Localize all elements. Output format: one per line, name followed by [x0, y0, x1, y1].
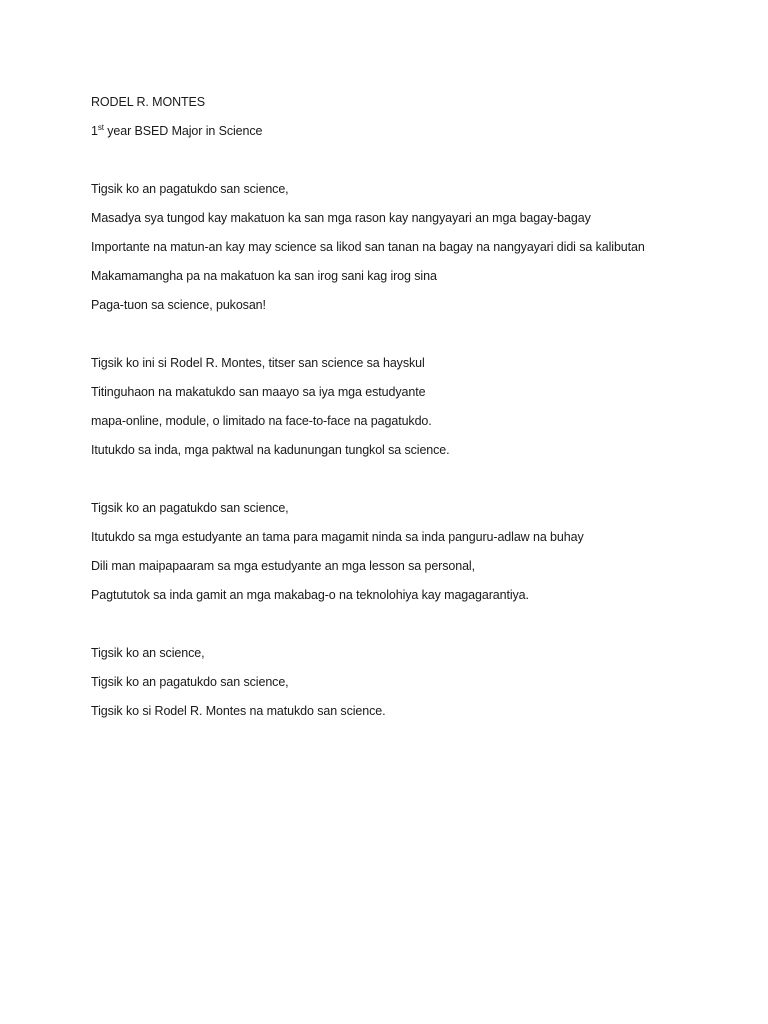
year-program-text: year BSED Major in Science — [103, 124, 263, 138]
stanza-gap — [91, 325, 751, 354]
year-number: 1 — [91, 124, 98, 138]
poem-line: Tigsik ko an science, — [91, 646, 205, 660]
poem-line: Dili man maipapaaram sa mga estudyante an mga lesson sa personal, — [91, 559, 475, 573]
poem-line: mapa-online, module, o limitado na face-to-face na pagatukdo. — [91, 414, 432, 428]
poem-line: Titinguhaon na makatukdo san maayo sa iya mga estudyante — [91, 385, 426, 399]
author-year-program — [91, 122, 751, 151]
poem-line: Itutukdo sa inda, mga paktwal na kadunungan tungkol sa science. — [91, 443, 450, 457]
poem-line: Makamamangha pa na makatuon ka san irog sani kag irog sina — [91, 269, 437, 283]
stanza-1 — [91, 180, 751, 325]
stanza-2 — [91, 354, 751, 470]
author-name: RODEL R. MONTES — [91, 95, 206, 109]
document-body — [91, 93, 751, 731]
poem-line: Pagtututok sa inda gamit an mga makabag-o na teknolohiya kay magagarantiya. — [91, 588, 529, 602]
stanza-4 — [91, 644, 751, 731]
stanza-gap — [91, 151, 751, 180]
poem-line: Paga-tuon sa science, pukosan! — [91, 298, 266, 312]
poem-line: Tigsik ko an pagatukdo san science, — [91, 501, 289, 515]
poem-line: Tigsik ko ini si Rodel R. Montes, titser san science sa hayskul — [91, 356, 425, 370]
stanza-3 — [91, 499, 751, 615]
poem-line: Tigsik ko an pagatukdo san science, — [91, 675, 289, 689]
poem-line: Itutukdo sa mga estudyante an tama para magamit ninda sa inda panguru-adlaw na buhay — [91, 530, 584, 544]
poem-line: Tigsik ko si Rodel R. Montes na matukdo san science. — [91, 704, 386, 718]
poem-line: Tigsik ko an pagatukdo san science, — [91, 182, 289, 196]
poem-line: Masadya sya tungod kay makatuon ka san mga rason kay nangyayari an mga bagay-bagay — [91, 211, 591, 225]
stanza-gap — [91, 615, 751, 644]
year-suffix: st — [97, 123, 104, 132]
poem-line: Importante na matun-an kay may science sa likod san tanan na bagay na nangyayari didi sa kalibutan — [91, 240, 645, 254]
stanza-gap — [91, 470, 751, 499]
